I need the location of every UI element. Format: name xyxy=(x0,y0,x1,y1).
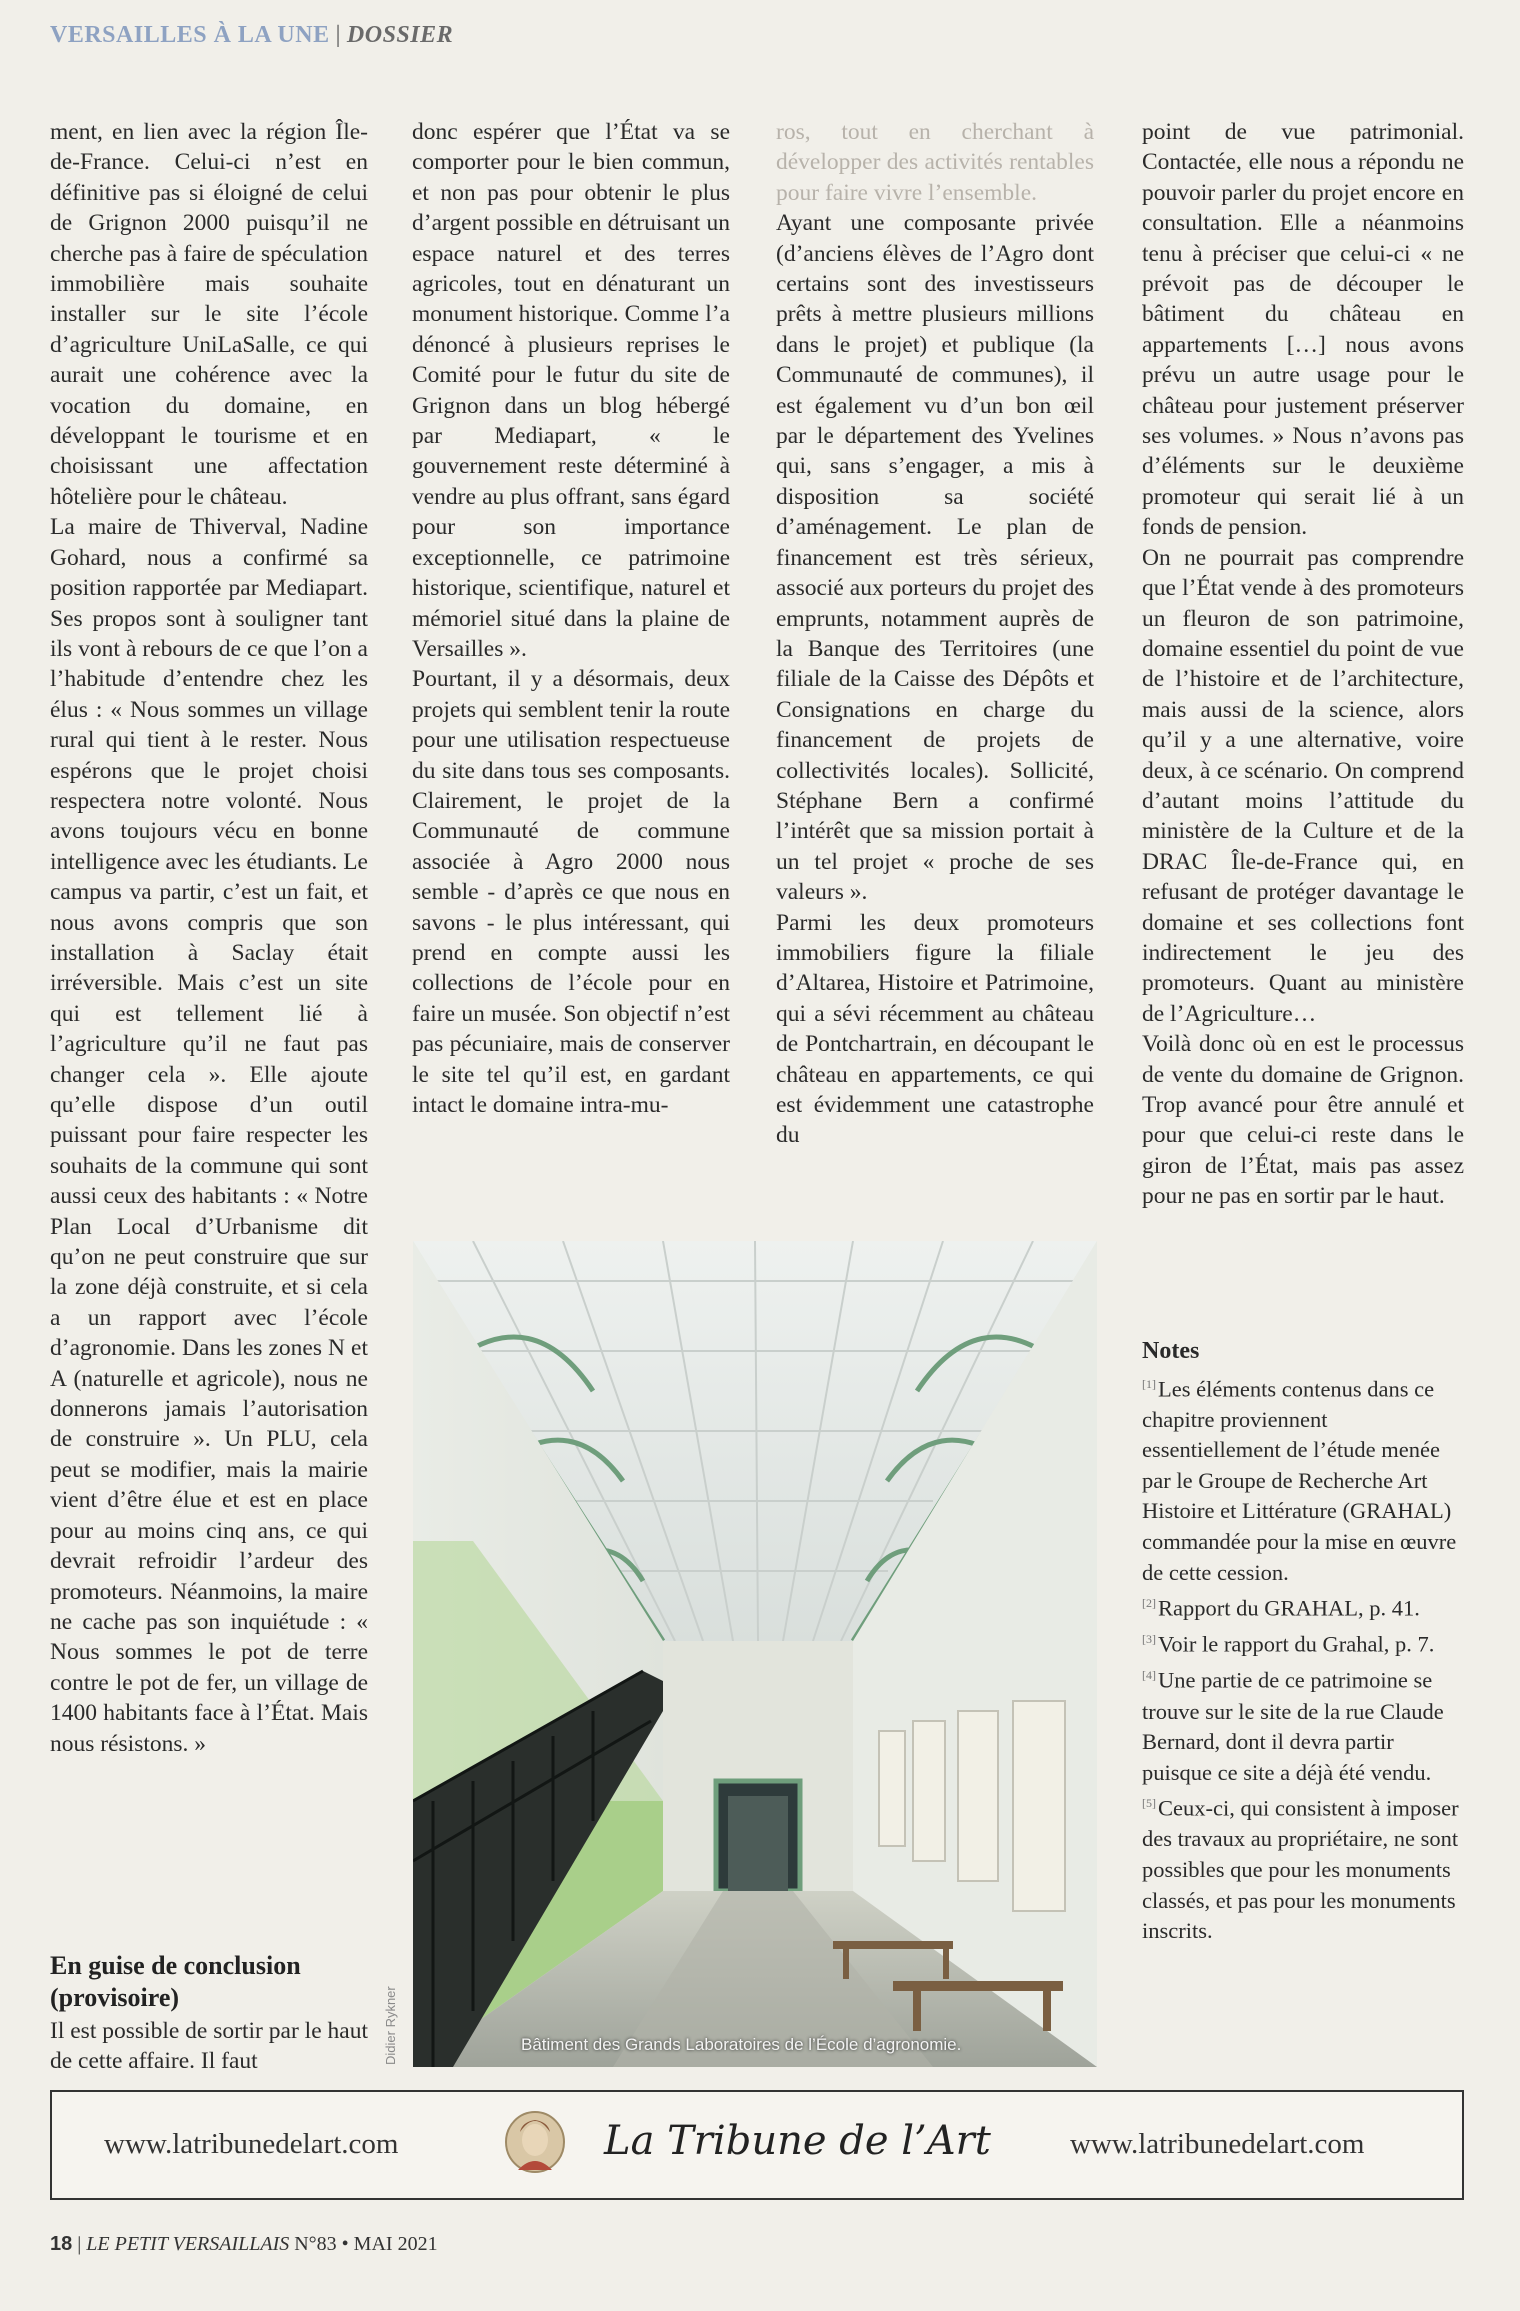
conclusion-text: Il est possible de sortir par le haut de cette affaire. Il faut xyxy=(50,2018,368,2075)
article-column-1 xyxy=(50,117,368,1759)
article-column-2 xyxy=(412,117,730,1120)
paragraph: Pourtant, il y a désormais, deux projets qui semblent tenir la route pour une utilisation respectueuse du site dans tous ses composants. Clairement, le projet de la Communauté de commune associée à Agro 2000 nous semble - d’après ce que nous en savons - le plus intéressant, qui prend en compte aussi les collections de l’école pour en faire un musée. Son objectif n’est pas pécuniaire, mais de conserver le site tel qu’il est, en gardant intact le domaine intra-mu- xyxy=(412,666,730,1118)
note-text: Les éléments contenus dans ce chapitre proviennent essentiellement de l’étude menée par le Groupe de Recherche Art Histoire et Littérature (GRAHAL) commandée pour la mise en œuvre de cette cession. xyxy=(1142,1376,1457,1585)
photo-credit xyxy=(383,1965,407,2075)
paragraph: La maire de Thiverval, Nadine Gohard, nous a confirmé sa position rapportée par Mediapart. Ses propos sont à souligner tant ils vont à rebours de ce que l’on a l’habitude d’entendre chez les élus : « Nous sommes un village rural qui tient à le rester. Nous espérons que le projet choisi respectera notre volonté. Nous avons toujours vécu en bonne intelligence avec les étudiants. Le campus va partir, c’est un fait, et nous avons compris que son installation à Saclay était irréversible. Mais c’est un site qui est tellement lié à l’agriculture qu’il ne faut pas changer cela ». Elle ajoute qu’elle dispose d’un outil puissant pour faire respecter les souhaits de la commune qui sont aussi ceux des habitants : « Notre Plan Local d’Urbanisme dit qu’on ne peut construire que sur la zone déjà construite, et si cela a un rapport avec l’école d’agronomie. Dans les zones N et A (naturelle et agricole), nous ne donnerons jamais l’autorisation de construire ». Un PLU, cela peut se modifier, mais la mairie vient d’être élue et est en place pour au moins cinq ans, ce qui devrait refroidir l’ardeur des promoteurs. Néanmoins, la maire ne cache pas son inquiétude : « Nous sommes le pot de terre contre le pot de fer, un village de 1400 habitants face à l’État. Mais nous résistons. » xyxy=(50,514,368,1757)
note-number: [3] xyxy=(1142,1632,1156,1647)
running-header xyxy=(50,22,453,49)
portrait-logo-icon xyxy=(504,2110,566,2174)
website-link-left[interactable]: www.latribunedelart.com xyxy=(104,2128,399,2160)
paragraph: point de vue patrimonial. Contactée, elle nous a répondu ne pouvoir parler du projet encore en consultation. Elle a néanmoins tenu à préciser que celui-ci « ne prévoit pas de découper le bâtiment du château en appartements […] nous avons prévu un autre usage pour le château pour justement préserver ses volumes. » Nous n’avons pas d’éléments sur le deuxième promoteur qui serait lié à un fonds de pension. xyxy=(1142,119,1464,541)
dossier-label: DOSSIER xyxy=(346,22,454,48)
corridor-photo xyxy=(413,1241,1097,2067)
note-item xyxy=(1142,1588,1464,1624)
paragraph: On ne pourrait pas comprendre que l’État vende à des promoteurs un fleuron de son patrimoine, domaine essentiel du point de vue de l’histoire et de l’architecture, mais aussi de la science, alors qu’il y a une alternative, voire deux, à ce scénario. On comprend d’autant moins l’attitude du ministère de la Culture et de la DRAC Île-de-France qui, en refusant de protéger davantage le domaine et ses collections font indirectement le jeu des promoteurs. Quant au ministère de l’Agriculture… xyxy=(1142,544,1464,1027)
header-separator: | xyxy=(335,22,341,48)
conclusion-heading: En guise de conclusion (provisoire) xyxy=(50,1951,301,2012)
magazine-name: LE PETIT VERSAILLAIS xyxy=(86,2233,290,2255)
notes-heading: Notes xyxy=(1142,1338,1200,1364)
paragraph: ment, en lien avec la région Île-de-France. Celui-ci n’est en définitive pas si éloigné de celui de Grignon 2000 puisqu’il ne cherche pas à faire de spéculation immobilière mais souhaite installer sur le site l’école d’agriculture UniLaSalle, ce qui aurait une cohérence avec la vocation du domaine, en développant le tourisme et en choisissant une affectation hôtelière pour le château. xyxy=(50,119,368,510)
article-column-4 xyxy=(1142,117,1464,1212)
issue-info: N°83 • MAI 2021 xyxy=(294,2233,438,2255)
page-number: 18 xyxy=(50,2233,73,2255)
note-number: [5] xyxy=(1142,1796,1156,1811)
advertising-banner[interactable] xyxy=(50,2090,1464,2200)
note-item xyxy=(1142,1660,1464,1788)
note-item xyxy=(1142,1369,1464,1589)
photo-credit-text: Didier Rykner xyxy=(383,1986,398,2065)
paragraph: ros, tout en cherchant à développer des activités rentables pour faire vivre l’ensemble. xyxy=(776,119,1094,206)
photo-caption: Bâtiment des Grands Laboratoires de l’École d’agronomie. xyxy=(521,2035,962,2054)
notes-section xyxy=(1142,1336,1464,1947)
page-footer xyxy=(50,2233,438,2256)
footer-separator: | xyxy=(77,2233,82,2255)
note-item xyxy=(1142,1624,1464,1660)
note-text: Rapport du GRAHAL, p. 41. xyxy=(1158,1595,1420,1621)
note-text: Une partie de ce patrimoine se trouve sur le site de la rue Claude Bernard, dont il devra partir puisque ce site a déjà été vendu. xyxy=(1142,1667,1444,1785)
website-link-right[interactable]: www.latribunedelart.com xyxy=(1070,2128,1365,2160)
paragraph: donc espérer que l’État va se comporter pour le bien commun, et non pas pour obtenir le plus d’argent possible en détruisant un espace naturel et des terres agricoles, tout en dénaturant un monument historique. Comme l’a dénoncé à plusieurs reprises le Comité pour le futur du site de Grignon dans un blog hébergé par Mediapart, « le gouvernement reste déterminé à vendre au plus offrant, sans égard pour son importance exceptionnelle, ce patrimoine historique, scientifique, naturel et mémoriel situé dans la plaine de Versailles ». xyxy=(412,119,730,662)
note-text: Voir le rapport du Grahal, p. 7. xyxy=(1158,1631,1435,1657)
note-number: [1] xyxy=(1142,1376,1156,1391)
note-number: [2] xyxy=(1142,1596,1156,1611)
paragraph: Voilà donc où en est le processus de vente du domaine de Grignon. Trop avancé pour être annulé et pour que celui-ci reste dans le giron de l’État, mais pas assez pour ne pas en sortir par le haut. xyxy=(1142,1031,1464,1210)
article-column-3 xyxy=(776,117,1094,1151)
section-title: VERSAILLES À LA UNE xyxy=(50,22,330,48)
brand-name: La Tribune de l’Art xyxy=(604,2118,991,2164)
paragraph: Parmi les deux promoteurs immobiliers figure la filiale d’Altarea, Histoire et Patrimoine, qui a sévi récemment au château de Pontchartrain, en découpant le château en appartements, ce qui est évidemment une catastrophe du xyxy=(776,909,1094,1149)
note-item xyxy=(1142,1788,1464,1946)
note-number: [4] xyxy=(1142,1668,1156,1683)
note-text: Ceux-ci, qui consistent à imposer des travaux au propriétaire, ne sont possibles que pour les monuments classés, et pas pour les monuments inscrits. xyxy=(1142,1795,1459,1944)
corridor-illustration xyxy=(413,1241,1097,2067)
paragraph: Ayant une composante privée (d’anciens élèves de l’Agro dont certains sont des investisseurs prêts à mettre plusieurs millions dans le projet) et publique (la Communauté de communes), il est également vu d’un bon œil par le département des Yvelines qui, sans s’engager, a mis à disposition sa société d’aménagement. Le plan de financement est très sérieux, associé aux porteurs du projet des emprunts, notamment auprès de la Banque des Territoires (une filiale de la Caisse des Dépôts et Consignations en charge du financement de projets de collectivités locales). Sollicité, Stéphane Bern a confirmé l’intérêt que sa mission portait à un tel projet « proche de ses valeurs ». xyxy=(776,210,1094,906)
